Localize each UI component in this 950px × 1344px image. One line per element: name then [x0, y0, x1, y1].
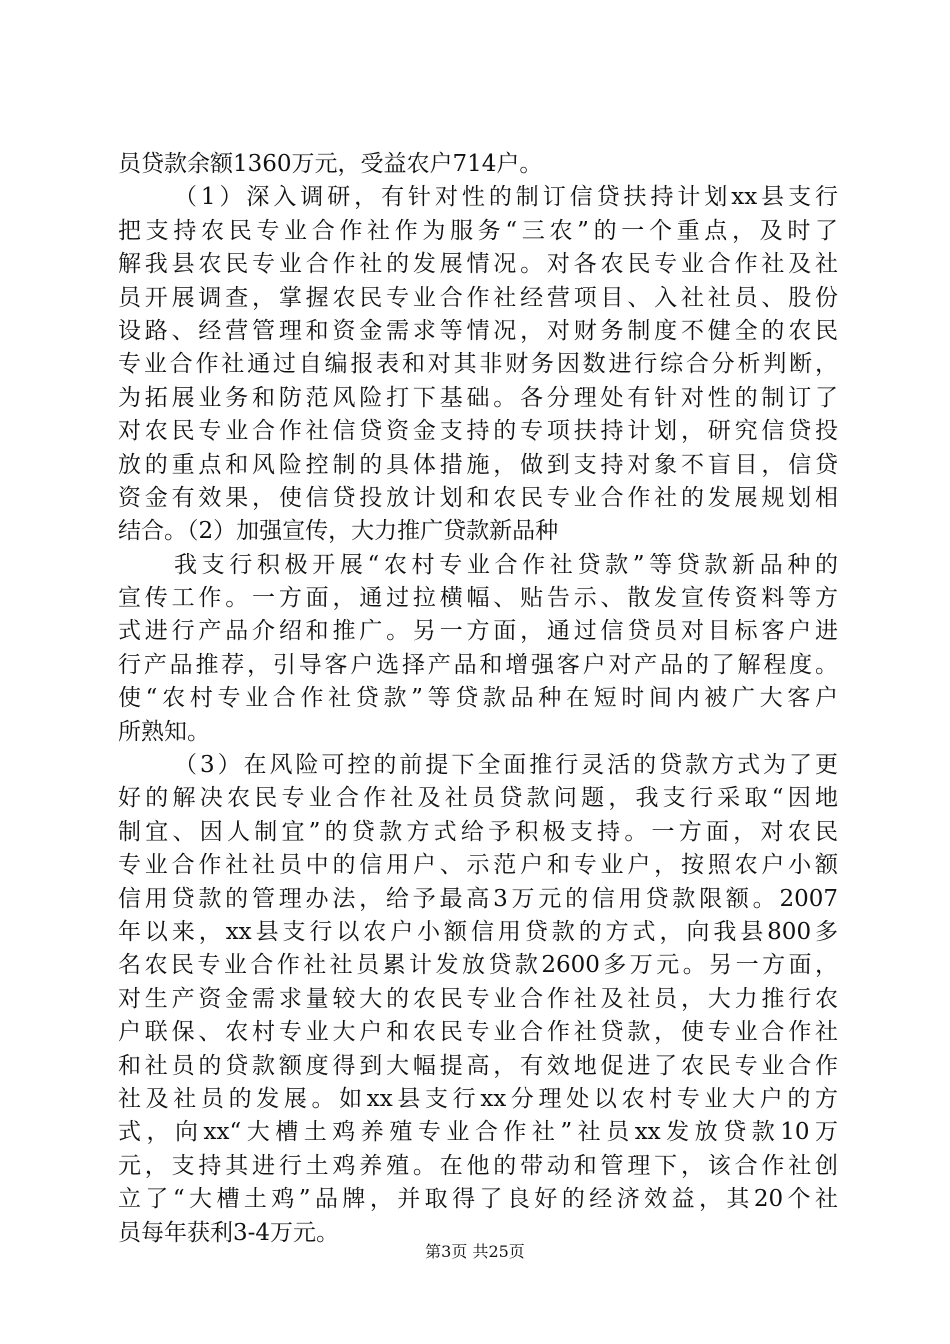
text-line: 制宜、因人制宜”的贷款方式给予积极支持。一方面，对农民 [118, 818, 838, 845]
text-line: 信用贷款的管理办法，给予最高3万元的信用贷款限额。2007 [118, 885, 838, 912]
text-line: 员每年获利3-4万元。 [118, 1219, 340, 1246]
text-line: 户联保、农村专业大户和农民专业合作社贷款，使专业合作社 [118, 1019, 838, 1046]
text-line: 结合。（2）加强宣传，大力推广贷款新品种 [118, 518, 559, 545]
text-line: 名农民专业合作社社员累计发放贷款2600多万元。另一方面， [118, 952, 838, 979]
text-line: 员贷款余额1360万元，受益农户714户。 [118, 151, 543, 177]
paragraph-start-line: （1）深入调研，有针对性的制订信贷扶持计划xx县支行 [174, 184, 838, 211]
document-body [118, 148, 838, 1250]
text-line: 专业合作社通过自编报表和对其非财务因数进行综合分析判断， [118, 351, 838, 378]
text-line: 宣传工作。一方面，通过拉横幅、贴告示、散发宣传资料等方 [118, 585, 838, 612]
text-line: 对生产资金需求量较大的农民专业合作社及社员，大力推行农 [118, 985, 838, 1012]
text-line: 社及社员的发展。如xx县支行xx分理处以农村专业大户的方 [118, 1085, 838, 1112]
text-line: 所熟知。 [118, 718, 210, 745]
text-line: 好的解决农民专业合作社及社员贷款问题，我支行采取“因地 [118, 785, 838, 812]
paragraph-start-line: 我支行积极开展“农村专业合作社贷款”等贷款新品种的 [174, 551, 838, 578]
text-line: 对农民专业合作社信贷资金支持的专项扶持计划，研究信贷投 [118, 418, 838, 445]
text-line: 年以来，xx县支行以农户小额信用贷款的方式，向我县800多 [118, 918, 838, 945]
paragraph-start-line: （3）在风险可控的前提下全面推行灵活的贷款方式为了更 [174, 752, 838, 779]
text-line: 式进行产品介绍和推广。另一方面，通过信贷员对目标客户进 [118, 618, 838, 645]
text-line: 立了“大槽土鸡”品牌，并取得了良好的经济效益，其20个社 [118, 1186, 838, 1213]
text-line: 解我县农民专业合作社的发展情况。对各农民专业合作社及社 [118, 251, 838, 278]
text-line: 放的重点和风险控制的具体措施，做到支持对象不盲目，信贷 [118, 451, 838, 478]
text-line: 和社员的贷款额度得到大幅提高，有效地促进了农民专业合作 [118, 1052, 838, 1079]
text-line: 把支持农民专业合作社作为服务“三农”的一个重点，及时了 [118, 217, 838, 244]
text-line: 专业合作社社员中的信用户、示范户和专业户，按照农户小额 [118, 852, 838, 879]
text-line: 使“农村专业合作社贷款”等贷款品种在短时间内被广大客户 [118, 685, 838, 712]
text-line: 行产品推荐，引导客户选择产品和增强客户对产品的了解程度。 [118, 651, 838, 678]
text-line: 员开展调查，掌握农民专业合作社经营项目、入社社员、股份 [118, 284, 838, 311]
text-line: 为拓展业务和防范风险打下基础。各分理处有针对性的制订了 [118, 384, 838, 411]
text-line: 资金有效果，使信贷投放计划和农民专业合作社的发展规划相 [118, 484, 838, 511]
text-line: 设路、经营管理和资金需求等情况，对财务制度不健全的农民 [118, 317, 838, 344]
text-line: 式，向xx“大槽土鸡养殖专业合作社”社员xx发放贷款10万 [118, 1119, 838, 1146]
page-number-footer: 第3页 共25页 [425, 1242, 525, 1261]
text-line: 元，支持其进行土鸡养殖。在他的带动和管理下，该合作社创 [118, 1152, 838, 1179]
